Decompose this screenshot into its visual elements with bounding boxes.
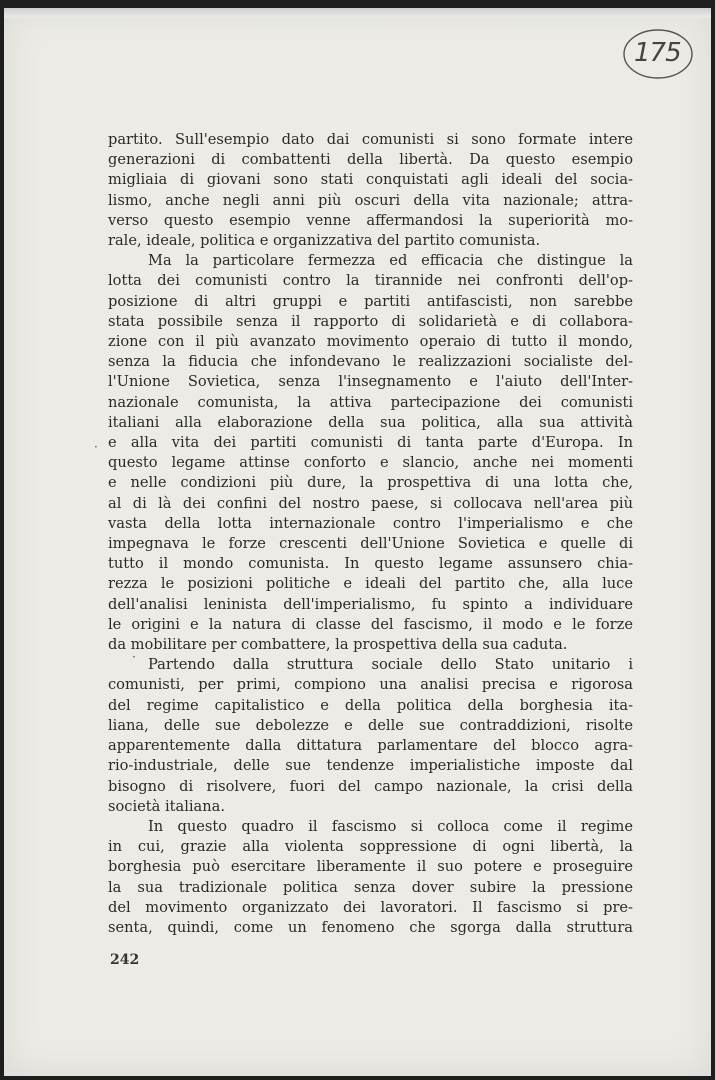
text-line: da mobilitare per combattere, la prospettiva della sua caduta.	[108, 636, 568, 654]
text-line: migliaia di giovani sono stati conquistati agli ideali del socia-	[108, 171, 633, 189]
text-line: la sua tradizionale politica senza dover subire la pressione	[108, 878, 633, 896]
text-line: rale, ideale, politica e organizzativa del partito comunista.	[108, 232, 541, 250]
text-line: tutto il mondo comunista. In questo legame assunsero chia-	[108, 555, 633, 573]
text-line: in cui, grazie alla violenta soppressione di ogni libertà, la	[108, 838, 633, 856]
text-line: liana, delle sue debolezze e delle sue contraddizioni, risolte	[108, 716, 633, 734]
folio-number: 175	[634, 38, 681, 68]
text-line: le origini e la natura di classe del fascismo, il modo e le forze	[108, 615, 633, 633]
text-line: lismo, anche negli anni più oscuri della vita nazionale; attra-	[108, 191, 633, 209]
page-top-edge	[4, 8, 711, 18]
text-line: nazionale comunista, la attiva partecipazione dei comunisti	[108, 393, 633, 411]
text-line: impegnava le forze crescenti dell'Unione Sovietica e quelle di	[108, 535, 633, 553]
text-line: società italiana.	[108, 797, 225, 815]
text-line: vasta della lotta internazionale contro l'imperialismo e che	[108, 514, 633, 532]
text-line: posizione di altri gruppi e partiti antifascisti, non sarebbe	[108, 292, 633, 310]
paragraph	[108, 251, 633, 655]
text-line: questo legame attinse conforto e slancio, anche nei momenti	[108, 454, 633, 472]
text-line: l'Unione Sovietica, senza l'insegnamento e l'aiuto dell'Inter-	[108, 373, 633, 391]
text-line: In questo quadro il fascismo si colloca come il regime	[148, 817, 633, 835]
book-page	[4, 8, 711, 1076]
margin-dot: ·	[132, 650, 136, 664]
text-line: Partendo dalla struttura sociale dello Stato unitario i	[148, 656, 633, 674]
text-line: e alla vita dei partiti comunisti di tanta parte d'Europa. In	[108, 434, 633, 452]
text-line: apparentemente dalla dittatura parlamentare del blocco agra-	[108, 737, 633, 755]
text-line: zione con il più avanzato movimento operaio di tutto il mondo,	[108, 333, 633, 351]
text-line: generazioni di combattenti della libertà. Da questo esempio	[108, 151, 633, 169]
text-line: al di là dei confini del nostro paese, si collocava nell'area più	[108, 494, 633, 512]
text-line: borghesia può esercitare liberamente il suo potere e proseguire	[108, 858, 633, 876]
text-line: dell'analisi leninista dell'imperialismo, fu spinto a individuare	[108, 595, 633, 613]
text-line: del regime capitalistico e della politica della borghesia ita-	[108, 696, 633, 714]
text-line: verso questo esempio venne affermandosi la superiorità mo-	[108, 211, 633, 229]
paragraph	[108, 130, 633, 251]
text-line: rio-industriale, delle sue tendenze imperialistiche imposte dal	[108, 757, 633, 775]
paragraph	[108, 655, 633, 817]
text-line: senta, quindi, come un fenomeno che sgorga dalla struttura	[108, 918, 633, 936]
text-line: lotta dei comunisti contro la tirannide nei confronti dell'op-	[108, 272, 633, 290]
text-line: rezza le posizioni politiche e ideali del partito che, alla luce	[108, 575, 633, 593]
text-line: italiani alla elaborazione della sua politica, alla sua attività	[108, 413, 633, 431]
text-line: e nelle condizioni più dure, la prospettiva di una lotta che,	[108, 474, 633, 492]
page-number: 242	[110, 952, 140, 968]
handwritten-folio-stamp	[616, 24, 696, 84]
body-text	[108, 130, 633, 938]
text-line: Ma la particolare fermezza ed efficacia che distingue la	[148, 252, 633, 270]
text-line: senza la fiducia che infondevano le realizzazioni socialiste del-	[108, 353, 633, 371]
text-line: partito. Sull'esempio dato dai comunisti si sono formate intere	[108, 131, 633, 148]
text-line: bisogno di risolvere, fuori del campo nazionale, la crisi della	[108, 777, 633, 795]
paragraph	[108, 817, 633, 938]
text-line: comunisti, per primi, compiono una analisi precisa e rigorosa	[108, 676, 633, 694]
text-line: del movimento organizzato dei lavoratori. Il fascismo si pre-	[108, 898, 633, 916]
text-line: stata possibile senza il rapporto di solidarietà e di collabora-	[108, 312, 633, 330]
margin-dot: ·	[94, 440, 98, 454]
